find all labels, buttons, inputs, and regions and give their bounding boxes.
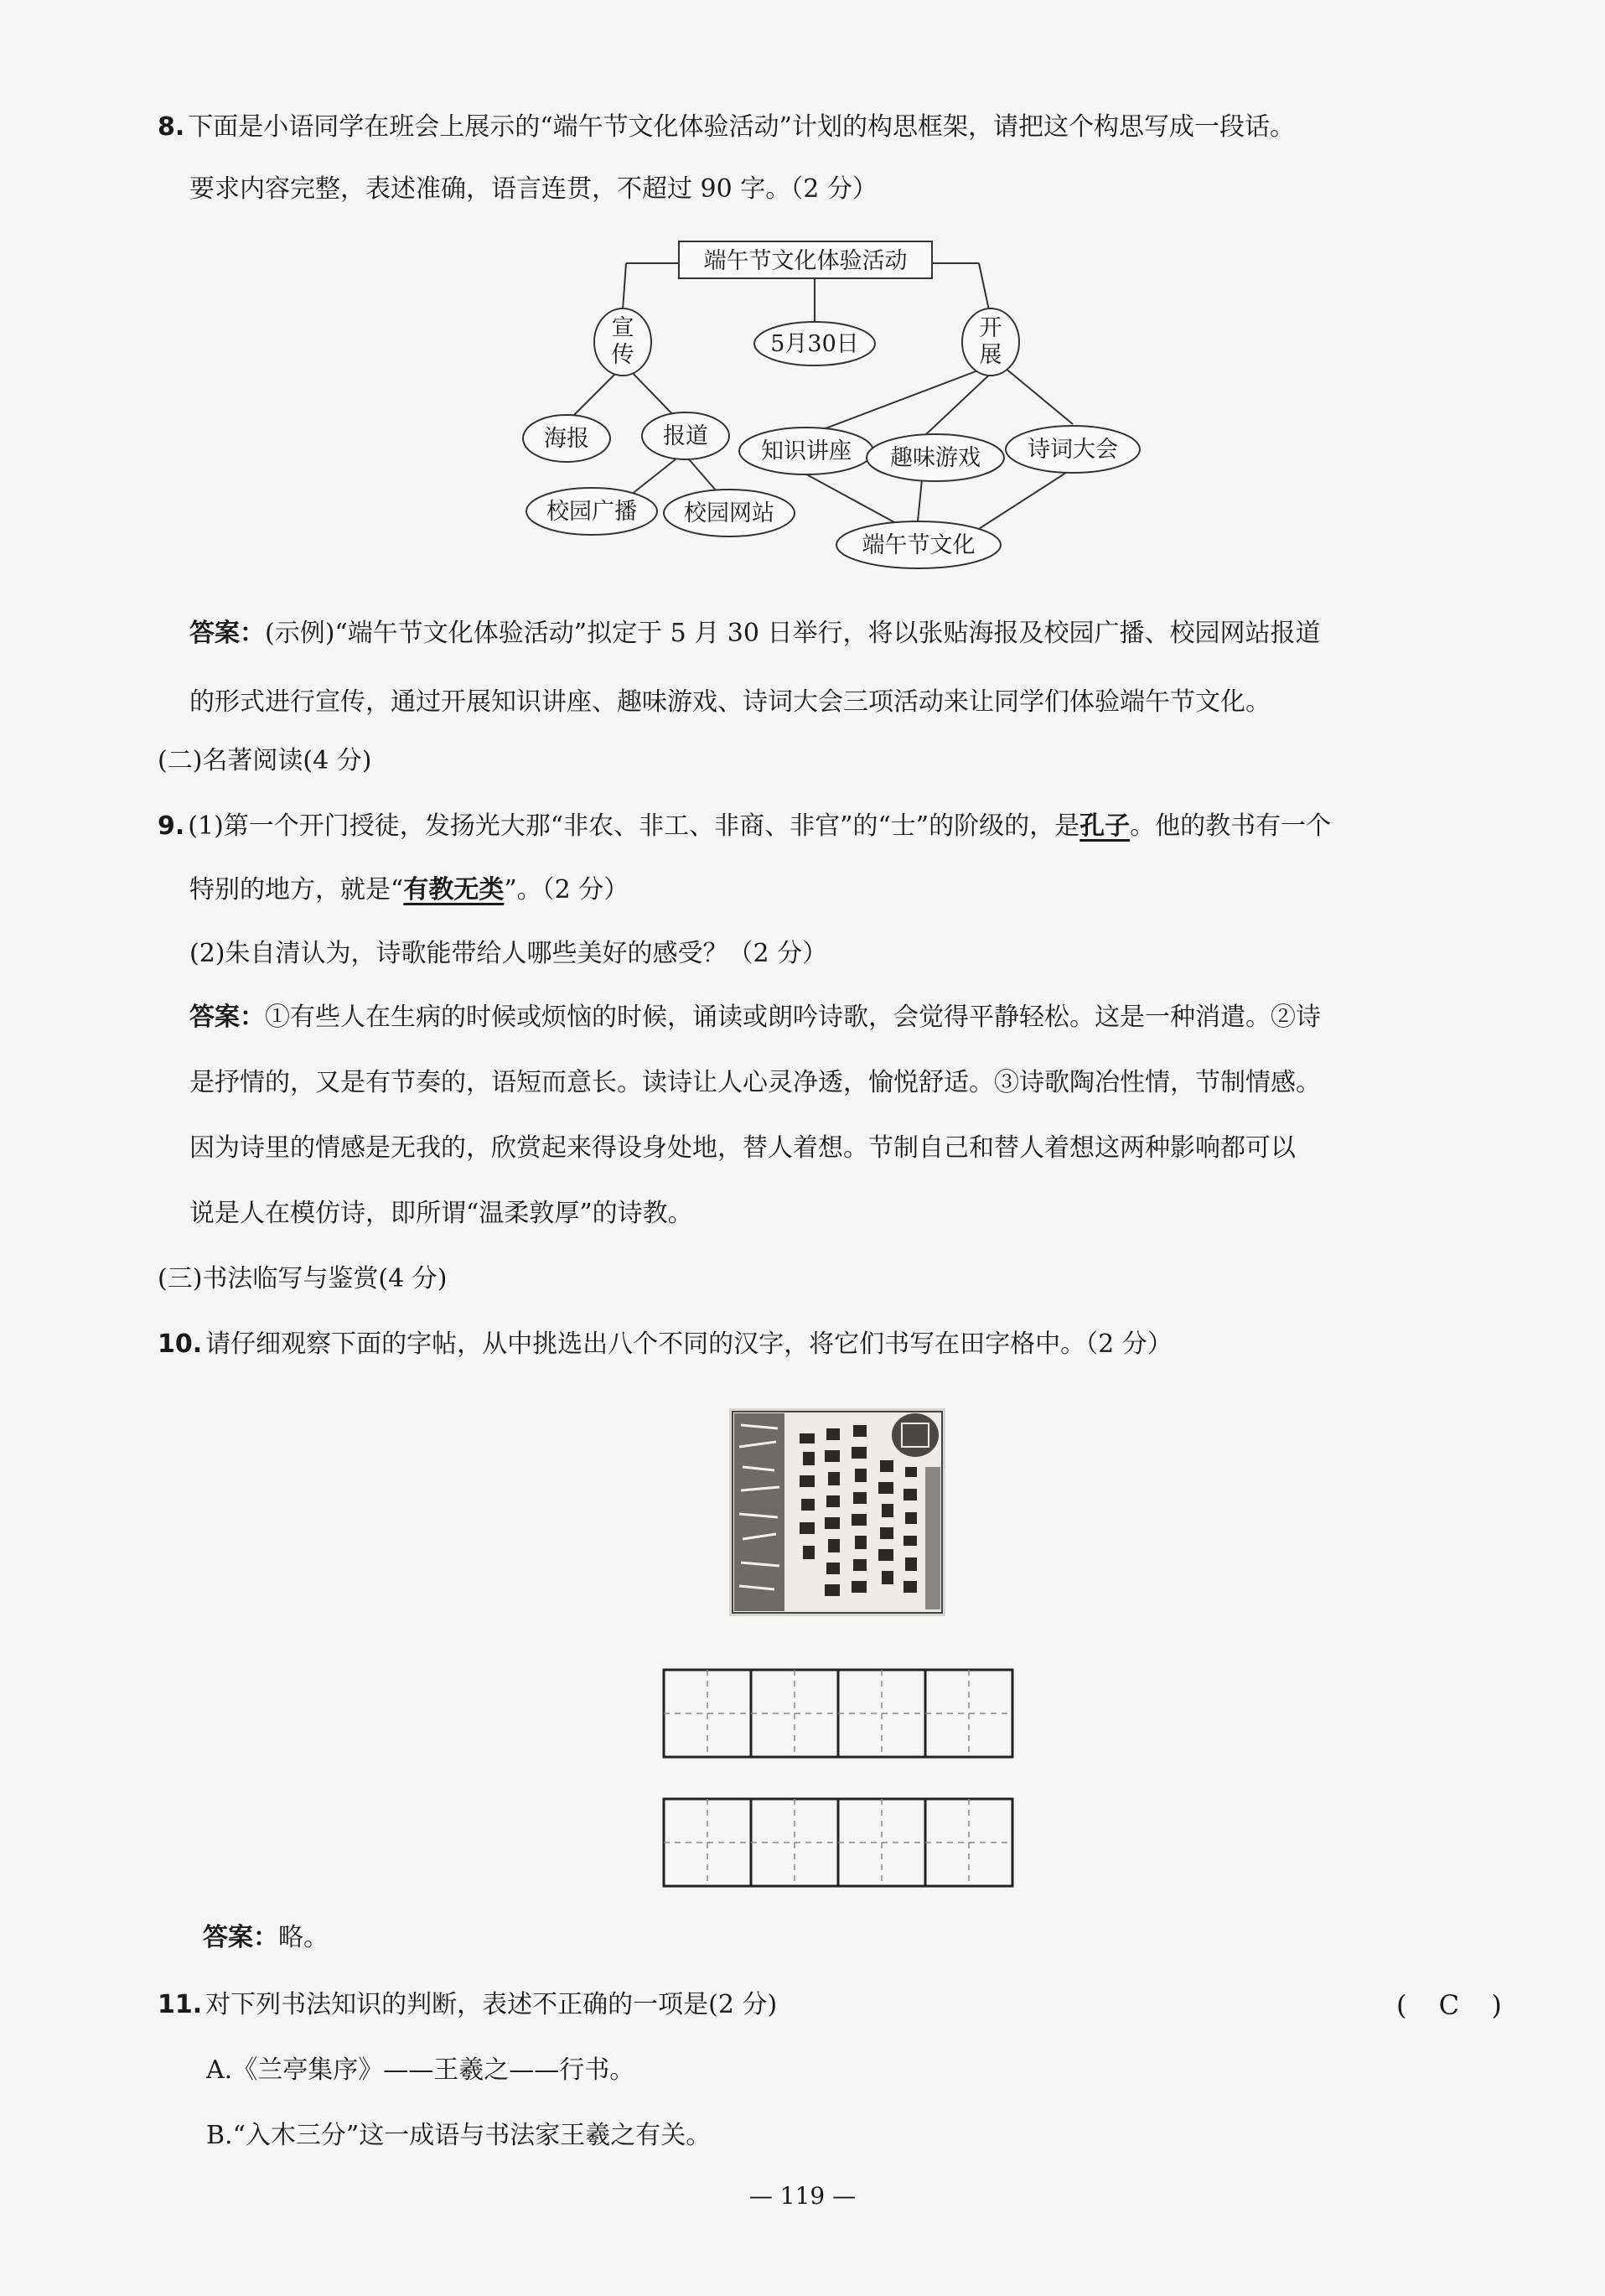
- svg-text:端午节文化: 端午节文化: [862, 532, 976, 558]
- link-publicity-poster: [568, 369, 620, 421]
- link-games-culture: [918, 479, 922, 521]
- q9-fill-motto: 有教无类: [403, 875, 505, 904]
- svg-text:5月30日: 5月30日: [770, 331, 859, 357]
- node-games: [867, 434, 1004, 481]
- svg-text:诗词大会: 诗词大会: [1028, 437, 1118, 463]
- node-report: [642, 412, 729, 459]
- link-conduct-lecture: [815, 369, 982, 433]
- q10-line: 10. 请仔细观察下面的字帖，从中挑选出八个不同的汉字，将它们书写在田字格中。（2 分）: [158, 1329, 1173, 1359]
- q9-answer-line4: 说是人在模仿诗，即所谓“温柔敦厚”的诗教。: [189, 1199, 693, 1228]
- tianzige-row-2[interactable]: [662, 1797, 1016, 1888]
- q8-answer-line2: 的形式进行宣传，通过开展知识讲座、趣味游戏、诗词大会三项活动来让同学们体验端午节文化。: [189, 687, 1271, 717]
- node-lecture: [739, 428, 873, 474]
- node-date: [754, 322, 875, 365]
- q11-number: 11.: [158, 1990, 203, 2019]
- q8-answer-label: 答案：: [189, 619, 265, 648]
- link-root-publicity-down: [623, 263, 626, 310]
- svg-text:传: 传: [611, 342, 634, 368]
- page-number: — 119 —: [748, 2182, 857, 2210]
- q9-part2: (2)朱自清认为，诗歌能带给人哪些美好的感受？（2 分）: [189, 939, 828, 968]
- q8-answer-line1: 答案：(示例)“端午节文化体验活动”拟定于 5 月 30 日举行，将以张贴海报及校园广播、校园网站报道: [189, 619, 1321, 648]
- node-conduct: [962, 308, 1019, 376]
- q9-answer-label: 答案：: [189, 1003, 265, 1032]
- q10-answer-label: 答案：: [203, 1923, 278, 1952]
- link-conduct-games: [926, 369, 996, 434]
- link-poetry-culture: [972, 469, 1071, 533]
- q11-option-b: B.“入木三分”这一成语与书法家王羲之有关。: [206, 2121, 712, 2150]
- svg-text:开: 开: [979, 315, 1002, 341]
- q9-answer-line3: 因为诗里的情感是无我的，欣赏起来得设身处地，替人着想。节制自己和替人着想这两种影响都可以: [189, 1133, 1296, 1163]
- node-website: [664, 490, 795, 536]
- node-poster: [523, 415, 610, 462]
- q8-number: 8.: [158, 112, 185, 142]
- q9-answer-line1: 答案：①有些人在生病的时候或烦恼的时候，诵读或朗吟诗歌，会觉得平静轻松。这是一种消遣。②诗: [189, 1003, 1321, 1032]
- q8-line2: 要求内容完整，表述准确，语言连贯，不超过 90 字。（2 分）: [189, 174, 878, 204]
- q8-line1: 8. 下面是小语同学在班会上展示的“端午节文化体验活动”计划的构思框架，请把这个构思写成一段话。: [158, 112, 1295, 142]
- svg-text:校园广播: 校园广播: [546, 499, 637, 525]
- link-conduct-poetry: [1004, 367, 1073, 424]
- q9-part1-line1: 9. (1)第一个开门授徒，发扬光大那“非农、非工、非商、非官”的“士”的阶级的，是孔子。他的教书有一个: [158, 811, 1332, 841]
- tianzige-row-1[interactable]: [662, 1668, 1016, 1759]
- svg-text:报道: 报道: [663, 423, 708, 449]
- svg-text:端午节文化体验活动: 端午节文化体验活动: [703, 248, 908, 274]
- section-heading-classics: (二)名著阅读(4 分): [158, 746, 372, 775]
- node-publicity: [594, 308, 651, 376]
- link-root-conduct-down: [979, 263, 989, 310]
- svg-text:知识讲座: 知识讲座: [761, 438, 852, 464]
- section-heading-calligraphy: (三)书法临写与鉴赏(4 分): [158, 1264, 448, 1293]
- link-report-broadcast: [627, 459, 676, 498]
- node-culture: [836, 521, 1001, 568]
- svg-text:宣: 宣: [611, 315, 634, 341]
- concept-map-diagram: [503, 226, 1173, 587]
- svg-text:展: 展: [979, 342, 1002, 368]
- q11-option-a: A.《兰亭集序》——王羲之——行书。: [206, 2055, 635, 2085]
- calligraphy-copybook-image: [729, 1408, 945, 1616]
- q9-number: 9.: [158, 811, 185, 841]
- node-broadcast: [526, 488, 657, 535]
- node-poetry: [1006, 426, 1140, 473]
- q9-fill-confucius: 孔子: [1079, 811, 1131, 841]
- svg-text:校园网站: 校园网站: [684, 500, 774, 526]
- svg-text:趣味游戏: 趣味游戏: [890, 445, 981, 471]
- q11-answer-paren: ( C ): [1396, 1989, 1514, 2021]
- svg-text:海报: 海报: [544, 426, 589, 452]
- link-lecture-culture: [800, 471, 905, 528]
- q10-number: 10.: [158, 1329, 203, 1359]
- q11-line: 11. 对下列书法知识的判断，表述不正确的一项是(2 分): [158, 1990, 778, 2019]
- q9-answer-line2: 是抒情的，又是有节奏的，语短而意长。读诗让人心灵净透，愉悦舒适。③诗歌陶冶性情，节制情感。: [189, 1068, 1321, 1097]
- node-root: [679, 241, 932, 278]
- q10-answer: 答案：略。: [203, 1923, 329, 1952]
- q9-part1-line2: 特别的地方，就是“有教无类”。（2 分）: [189, 875, 629, 904]
